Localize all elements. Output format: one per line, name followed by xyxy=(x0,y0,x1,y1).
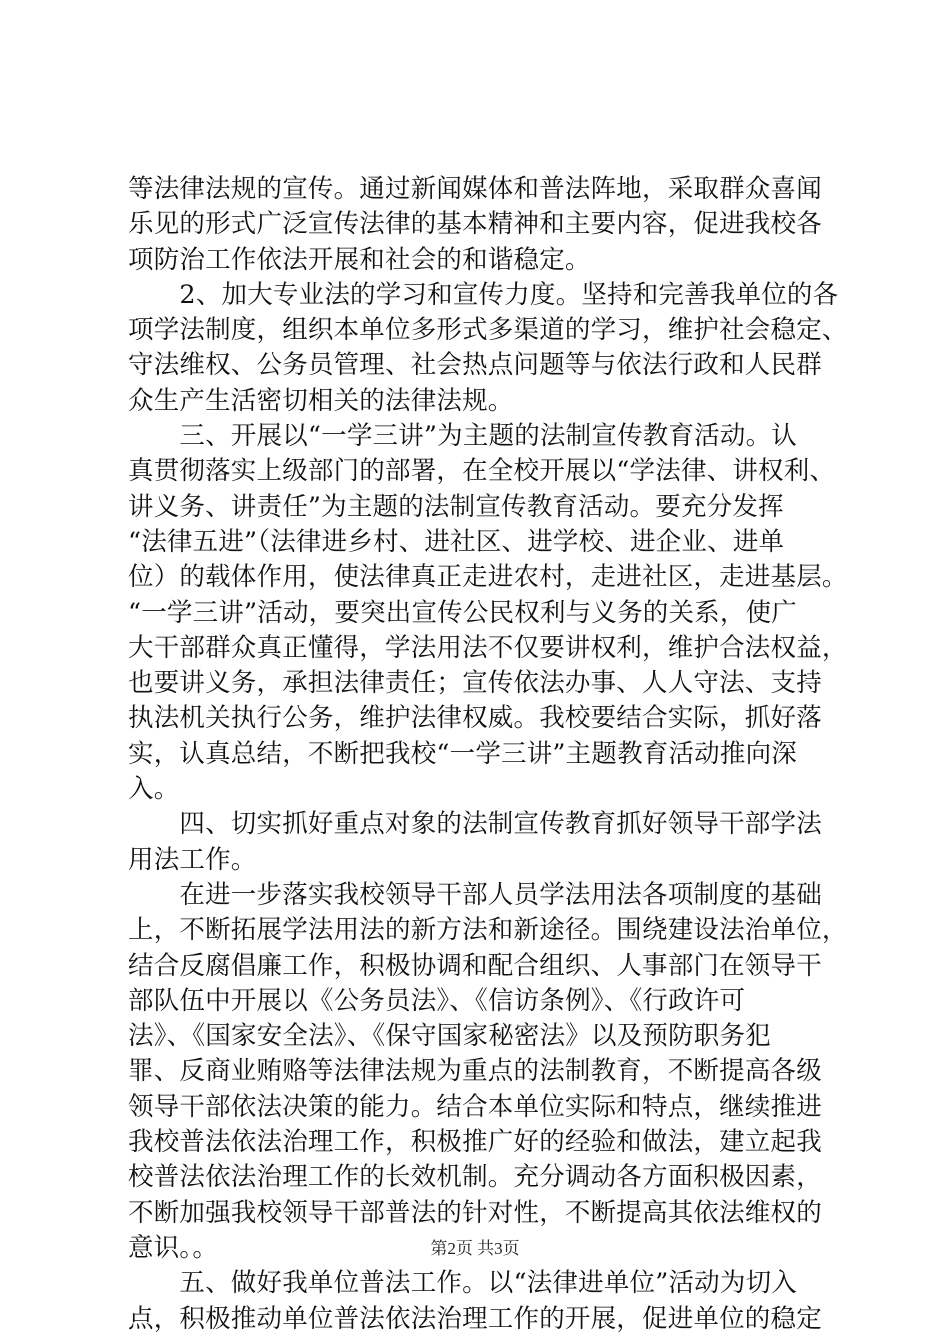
text-line: 点，积极推动单位普法依法治理工作的开展，促进单位的稳定 xyxy=(128,1303,822,1334)
text-line: 四、切实抓好重点对象的法制宣传教育抓好领导干部学法 xyxy=(128,809,822,840)
text-line: “法律五进”（法律进乡村、进社区、进学校、进企业、进单 xyxy=(128,526,785,557)
text-line: 讲义务、讲责任”为主题的法制宣传教育活动。要充分发挥 xyxy=(128,491,784,522)
text-line: 真贯彻落实上级部门的部署，在全校开展以“学法律、讲权利、 xyxy=(128,456,836,487)
text-line: 上，不断拓展学法用法的新方法和新途径。围绕建设法治单位， xyxy=(128,915,848,946)
text-line: 罪、反商业贿赂等法律法规为重点的法制教育，不断提高各级 xyxy=(128,1056,822,1087)
document-body xyxy=(128,172,848,1337)
text-line: 三、开展以“一学三讲”为主题的法制宣传教育活动。认 xyxy=(128,421,797,452)
text-line: 守法维权、公务员管理、社会热点问题等与依法行政和人民群 xyxy=(128,350,822,381)
text-line: 众生产生活密切相关的法律法规。 xyxy=(128,385,514,416)
text-line: 大干部群众真正懂得，学法用法不仅要讲权利，维护合法权益， xyxy=(128,632,848,663)
text-line: 领导干部依法决策的能力。结合本单位实际和特点，继续推进 xyxy=(128,1091,822,1122)
text-line: 不断加强我校领导干部普法的针对性，不断提高其依法维权的 xyxy=(128,1197,822,1228)
text-line: 也要讲义务，承担法律责任；宣传依法办事、人人守法、支持 xyxy=(128,668,822,699)
text-line: 等法律法规的宣传。通过新闻媒体和普法阵地，采取群众喜闻 xyxy=(128,174,822,204)
text-line: 2、加大专业法的学习和宣传力度。坚持和完善我单位的各 xyxy=(128,279,839,310)
text-line: 意识。。 xyxy=(128,1232,219,1263)
text-line: 部队伍中开展以《公务员法》、《信访条例》、《行政许可 xyxy=(128,985,746,1016)
text-line: 位）的载体作用，使法律真正走进农村，走进社区，走进基层。 xyxy=(128,562,848,593)
text-line: 法》、《国家安全法》、《保守国家秘密法》以及预防职务犯 xyxy=(128,1021,771,1052)
text-line: 校普法依法治理工作的长效机制。充分调动各方面积极因素， xyxy=(128,1162,822,1193)
text-line: 入。 xyxy=(128,774,180,805)
text-line: 结合反腐倡廉工作，积极协调和配合组织、人事部门在领导干 xyxy=(128,950,822,981)
text-line: 项学法制度，组织本单位多形式多渠道的学习，维护社会稳定、 xyxy=(128,315,848,346)
text-line: “一学三讲”活动，要突出宣传公民权利与义务的关系，使广 xyxy=(128,597,797,628)
text-line: 实，认真总结，不断把我校“一学三讲”主题教育活动推向深 xyxy=(128,738,797,769)
text-line: 用法工作。 xyxy=(128,844,257,875)
text-line: 乐见的形式广泛宣传法律的基本精神和主要内容，促进我校各 xyxy=(128,209,822,240)
text-line: 五、做好我单位普法工作。以“法律进单位”活动为切入 xyxy=(128,1268,797,1299)
text-line: 我校普法依法治理工作，积极推广好的经验和做法，建立起我 xyxy=(128,1127,822,1158)
text-line: 项防治工作依法开展和社会的和谐稳定。 xyxy=(128,244,591,275)
text-line: 在进一步落实我校领导干部人员学法用法各项制度的基础 xyxy=(128,879,822,910)
text-line: 执法机关执行公务，维护法律权威。我校要结合实际，抓好落 xyxy=(128,703,822,734)
page-number-footer: 第2页 共3页 xyxy=(430,1239,520,1258)
